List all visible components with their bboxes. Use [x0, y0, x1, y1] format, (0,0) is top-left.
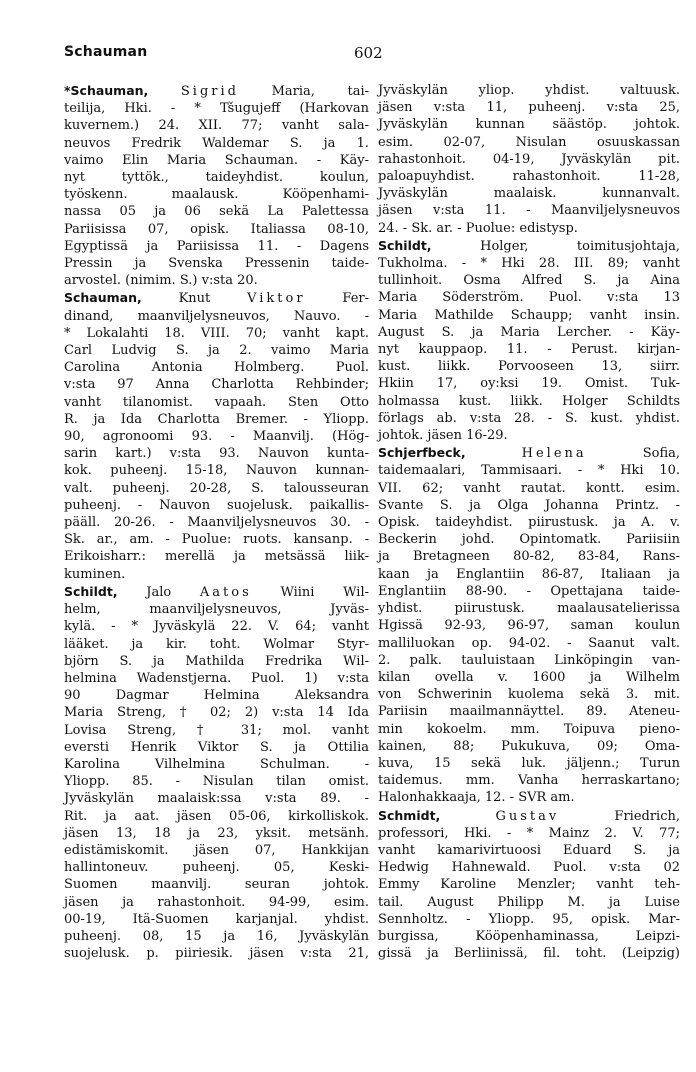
text-line: edistämiskomit. jäsen 07, Hankkijan — [64, 842, 369, 858]
text-line: Schildt, Jalo Aatos Wiini Wil- — [64, 583, 369, 600]
text-line: Tukholma. - * Hki 28. III. 89; vanht — [378, 256, 680, 272]
text-line: helm, maanviljelysneuvos, Jyväs- — [64, 602, 369, 618]
text-line: jäsen ja rahastonhoit. 94-99, esim. — [64, 894, 369, 910]
text-line: Schauman, Knut Viktor Fer- — [64, 290, 369, 307]
text-line: Opisk. taideyhdist. piirustusk. ja A. v. — [378, 515, 680, 531]
text-line: kuva, 15 sekä luk. jäljenn.; Turun — [378, 755, 680, 771]
text-line: * Lokalahti 18. VIII. 70; vanht kapt. — [64, 325, 369, 341]
text-line: Schildt, Holger, toimitusjohtaja, — [378, 237, 680, 254]
text-line: valt. puheenj. 20-28, S. talousseuran — [64, 480, 369, 496]
text-line: kylä. - * Jyväskylä 22. V. 64; vanht — [64, 619, 369, 635]
text-line: Karolina Vilhelmina Schulman. - — [64, 756, 369, 772]
text-line: Schjerfbeck, Helena Sofia, — [378, 445, 680, 462]
text-line: yhdist. piirustusk. maalausatelierissa — [378, 601, 680, 617]
text-line: gissä ja Berliinissä, fil. toht. (Leipzig) — [378, 946, 680, 962]
running-head: Schauman — [64, 44, 148, 60]
text-line: 24. - Sk. ar. - Puolue: edistysp. — [378, 220, 578, 236]
left-column — [64, 82, 369, 962]
text-line: 90 Dagmar Helmina Aleksandra — [64, 688, 369, 704]
text-line: 2. palk. tauluistaan Linköpingin van- — [378, 652, 680, 668]
text-line: dinand, maanviljelysneuvos, Nauvo. - — [64, 308, 369, 324]
text-line: malliluokan op. 94-02. - Saanut valt. — [378, 635, 680, 651]
text-line: Suomen maanvilj. seuran johtok. — [64, 877, 369, 893]
text-line: kust. liikk. Porvooseen 13, siirr. — [378, 359, 680, 375]
text-line: nyt kauppaop. 11. - Perust. kirjan- — [378, 342, 680, 358]
text-line: puheenj. 08, 15 ja 16, Jyväskylän — [64, 928, 369, 944]
text-line: kilan ovella v. 1600 ja Wilhelm — [378, 669, 680, 685]
text-line: suojelusk. p. piiriesik. jäsen v:sta 21, — [64, 946, 369, 962]
text-line: vanht tilanomist. vapaah. Sten Otto — [64, 394, 369, 410]
text-line: vanht kamarivirtuoosi Eduard S. ja — [378, 842, 680, 858]
text-line: Egyptissä ja Pariisissa 11. - Dagens — [64, 238, 369, 254]
text-line: Emmy Karoline Menzler; vanht teh- — [378, 877, 680, 893]
text-line: förlags ab. v:sta 28. - S. kust. yhdist. — [378, 410, 680, 426]
text-line: Jyväskylän maalaisk. kunnanvalt. — [378, 186, 680, 202]
text-line: johtok. jäsen 16-29. — [378, 428, 508, 444]
text-line: jäsen 13, 18 ja 23, yksit. metsänh. — [64, 825, 369, 841]
text-line: pääll. 20-26. - Maanviljelysneuvos 30. - — [64, 515, 369, 531]
text-line: puheenj. - Nauvon suojelusk. paikallis- — [64, 497, 369, 513]
text-line: helmina Wadenstjerna. Puol. 1) v:sta — [64, 670, 369, 686]
text-line: Englantiin 88-90. - Opettajana taide- — [378, 583, 680, 599]
text-line: rahastonhoit. 04-19, Jyväskylän pit. — [378, 151, 680, 167]
text-line: työskenn. maalausk. Kööpenhami- — [64, 187, 369, 203]
text-line: esim. 02-07, Nisulan osuuskassan — [378, 134, 680, 150]
text-line: kainen, 88; Pukukuva, 09; Oma- — [378, 738, 680, 754]
text-line: taidemaalari, Tammisaari. - * Hki 10. — [378, 463, 680, 479]
text-line: Lovisa Streng, † 31; mol. vanht — [64, 722, 369, 738]
text-line: Yliopp. 85. - Nisulan tilan omist. — [64, 774, 369, 790]
text-line: lääket. ja kir. toht. Wolmar Styr- — [64, 636, 369, 652]
text-line: Sk. ar., am. - Puolue: ruots. kansanp. - — [64, 532, 369, 548]
text-line: Jyväskylän maalaisk:ssa v:sta 89. - — [64, 791, 369, 807]
text-line: arvostel. (nimim. S.) v:sta 20. — [64, 273, 258, 289]
text-line: Jyväskylän kunnan säästöp. johtok. — [378, 117, 680, 133]
page-header — [64, 44, 660, 68]
text-line: Svante S. ja Olga Johanna Printz. - — [378, 497, 680, 513]
right-column — [378, 82, 680, 962]
page-number: 602 — [354, 44, 383, 62]
text-line: kuminen. — [64, 566, 126, 582]
text-line: vaimo Elin Maria Schauman. - Käy- — [64, 152, 369, 168]
text-line: sarin kart.) v:sta 93. Nauvon kunta- — [64, 446, 369, 462]
text-line: hallintoneuv. puheenj. 05, Keski- — [64, 860, 369, 876]
text-line: Erikoisharr.: merellä ja metsässä liik- — [64, 549, 369, 565]
text-line: von Schwerinin kuolema sekä 3. mit. — [378, 687, 680, 703]
text-line: Maria Mathilde Schaupp; vanht insin. — [378, 307, 680, 323]
text-line: Hkiin 17, oy:ksi 19. Omist. Tuk- — [378, 376, 680, 392]
text-line: nyt tyttök., taideyhdist. koulun, — [64, 170, 369, 186]
text-line: taidemus. mm. Vanha herraskartano; — [378, 773, 680, 789]
text-line: v:sta 97 Anna Charlotta Rehbinder; — [64, 377, 369, 393]
text-line: min kokoelm. mm. Toipuva pieno- — [378, 721, 680, 737]
text-line: nassa 05 ja 06 sekä La Palettessa — [64, 204, 369, 220]
text-line: professori, Hki. - * Mainz 2. V. 77; — [378, 825, 680, 841]
text-line: paloapuyhdist. rahastonhoit. 11-28, — [378, 169, 680, 185]
text-line: Maria Söderström. Puol. v:sta 13 — [378, 290, 680, 306]
text-line: Beckerin johd. Opintomatk. Pariisiin — [378, 532, 680, 548]
text-line: *Schauman, Sigrid Maria, tai- — [64, 83, 369, 99]
text-line: Halonhakkaaja, 12. - SVR am. — [378, 790, 575, 806]
text-line: tullinhoit. Osma Alfred S. ja Aina — [378, 273, 680, 289]
text-line: tail. August Philipp M. ja Luise — [378, 894, 680, 910]
text-line: August S. ja Maria Lercher. - Käy- — [378, 324, 680, 340]
text-line: eversti Henrik Viktor S. ja Ottilia — [64, 739, 369, 755]
text-line: kaan ja Englantiin 86-87, Italiaan ja — [378, 566, 680, 582]
text-line: Carl Ludvig S. ja 2. vaimo Maria — [64, 343, 369, 359]
text-line: ja Bretagneen 80-82, 83-84, Rans- — [378, 549, 680, 565]
text-line: jäsen v:sta 11. - Maanviljelysneuvos — [378, 203, 680, 219]
text-line: Hgissä 92-93, 96-97, saman koulun — [378, 618, 680, 634]
text-line: holmassa kust. liikk. Holger Schildts — [378, 393, 680, 409]
text-line: Jyväskylän yliop. yhdist. valtuusk. — [378, 83, 680, 98]
text-line: burgissa, Kööpenhaminassa, Leipzi- — [378, 928, 680, 944]
text-line: 90, agronoomi 93. - Maanvilj. (Hög- — [64, 429, 369, 445]
text-line: björn S. ja Mathilda Fredrika Wil- — [64, 653, 369, 669]
text-line: VII. 62; vanht rautat. kontt. esim. — [378, 480, 680, 496]
text-line: Hedwig Hahnewald. Puol. v:sta 02 — [378, 860, 680, 876]
text-line: kuvernem.) 24. XII. 77; vanht sala- — [64, 118, 369, 134]
text-line: Pariisin maailmannäyttel. 89. Ateneu- — [378, 704, 680, 720]
text-line: neuvos Fredrik Waldemar S. ja 1. — [64, 135, 369, 151]
text-line: Sennholtz. - Yliopp. 95, opisk. Mar- — [378, 911, 680, 927]
text-line: jäsen v:sta 11, puheenj. v:sta 25, — [378, 100, 680, 116]
text-line: R. ja Ida Charlotta Bremer. - Yliopp. — [64, 411, 369, 427]
text-line: 00-19, Itä-Suomen karjanjal. yhdist. — [64, 911, 369, 927]
text-line: Schmidt, Gustav Friedrich, — [378, 807, 680, 824]
text-line: kok. puheenj. 15-18, Nauvon kunnan- — [64, 463, 369, 479]
text-line: teilija, Hki. - * Tšugujeff (Harkovan — [64, 101, 369, 117]
text-line: Maria Streng, † 02; 2) v:sta 14 Ida — [64, 705, 369, 721]
text-line: Pariisissa 07, opisk. Italiassa 08-10, — [64, 221, 369, 237]
text-line: Pressin ja Svenska Pressenin taide- — [64, 256, 369, 272]
text-line: Carolina Antonia Holmberg. Puol. — [64, 360, 369, 376]
text-line: Rit. ja aat. jäsen 05-06, kirkolliskok. — [64, 808, 369, 824]
